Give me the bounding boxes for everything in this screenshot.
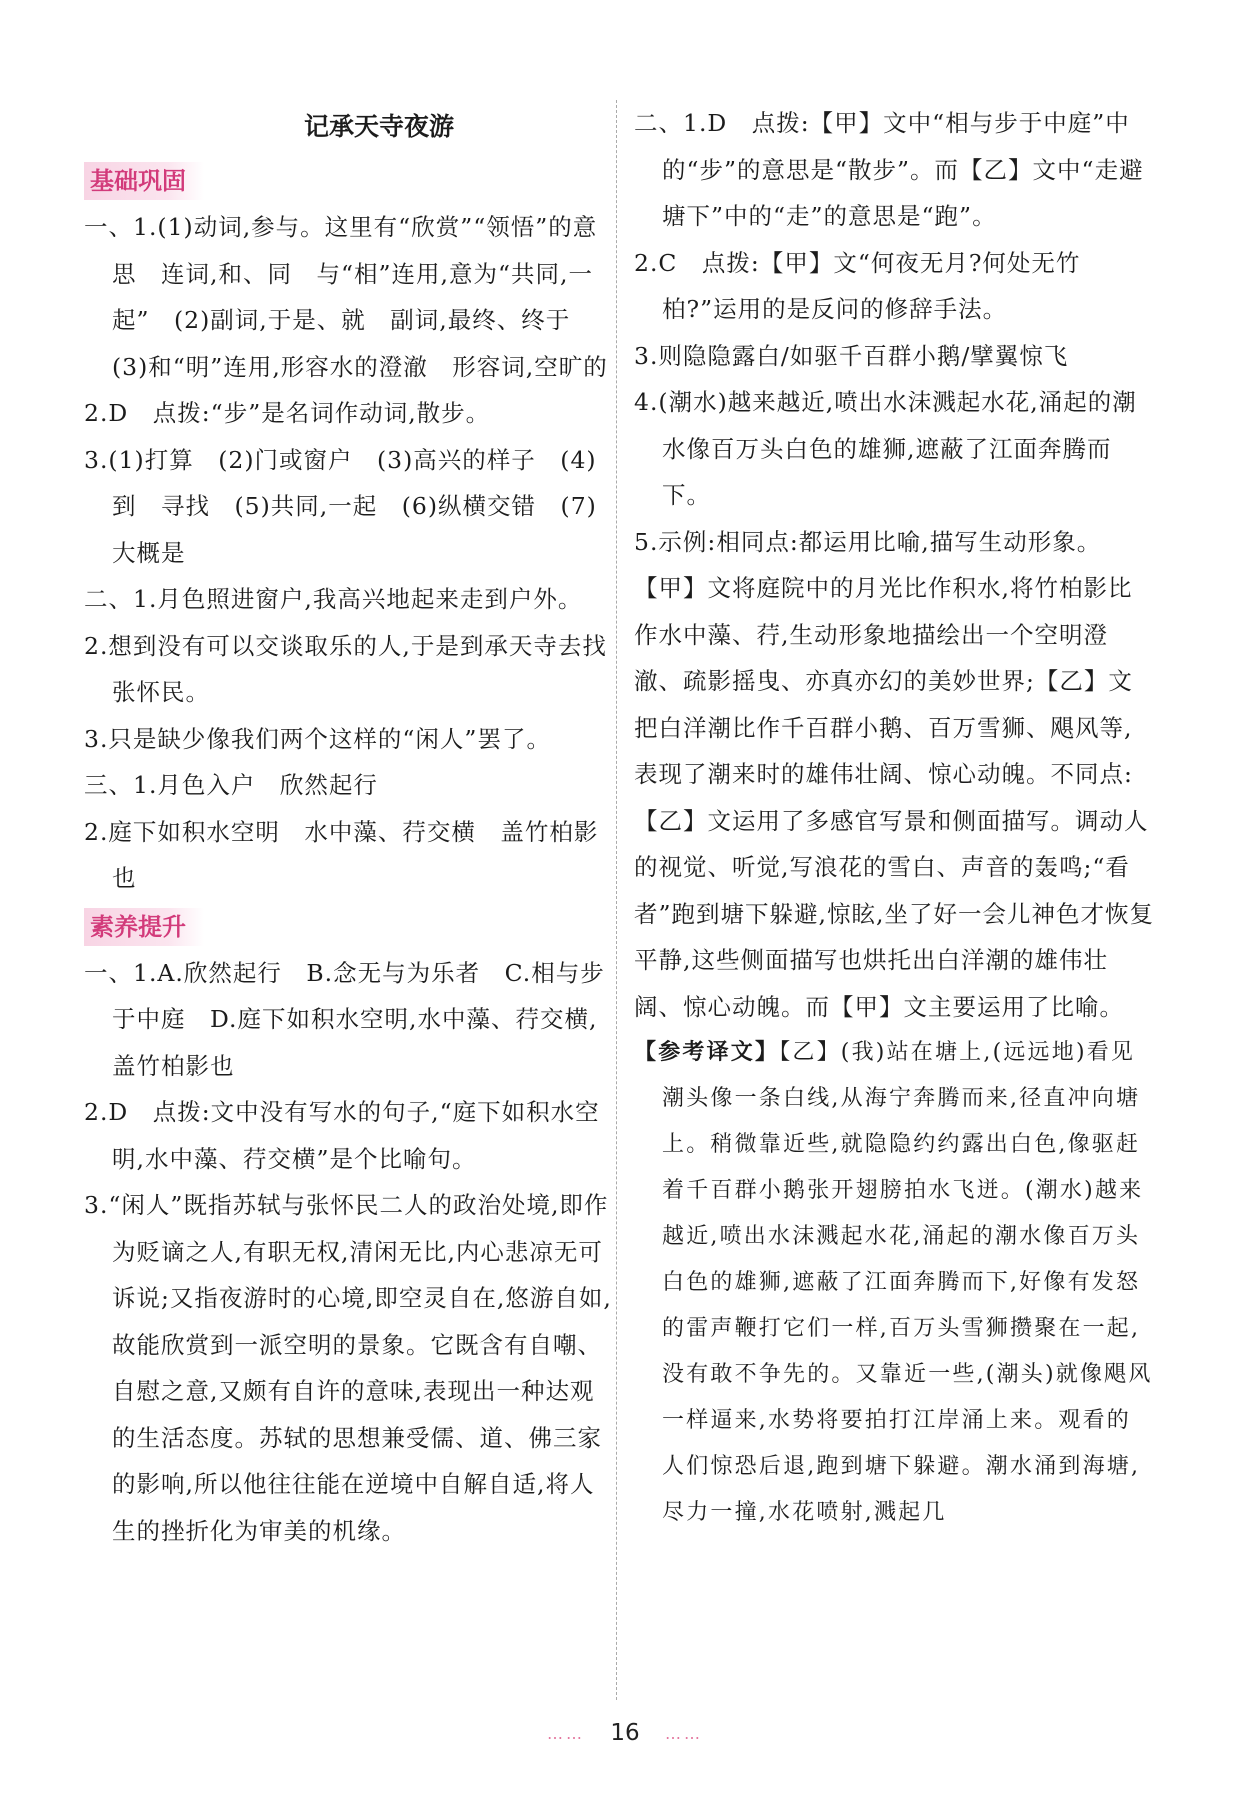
answer-item: 2.想到没有可以交谈取乐的人,于是到承天寺去找张怀民。 bbox=[84, 631, 607, 706]
left-content bbox=[84, 156, 614, 1554]
answer-item: 一、1.(1)动词,参与。这里有“欣赏”“领悟”的意思 连词,和、同 与“相”连用,意为“共同,一起” (2)副词,于是、就 副词,最终、终于 (3)和“明”连用,形容水的澄澈 形容词,空旷的 bbox=[84, 213, 608, 381]
right-content bbox=[634, 100, 1154, 1536]
right-column bbox=[634, 100, 1154, 1536]
section-heading-row bbox=[84, 156, 614, 204]
footer-dots-right: …… bbox=[664, 1724, 703, 1743]
reference-translation bbox=[634, 1030, 1154, 1536]
footer-dots-left: …… bbox=[547, 1724, 586, 1743]
answer-item: 一、1.A.欣然起行 B.念无与为乐者 C.相与步于中庭 D.庭下如积水空明,水中藻、荇交横,盖竹柏影也 bbox=[84, 958, 605, 1080]
answer-item: 3.(1)打算 (2)门或窗户 (3)高兴的样子 (4)到 寻找 (5)共同,一起 (6)纵横交错 (7)大概是 bbox=[84, 445, 597, 567]
answer-item: 二、1.月色照进窗户,我高兴地起来走到户外。 bbox=[84, 585, 583, 613]
answer-item: 2.D 点拨:“步”是名词作动词,散步。 bbox=[84, 399, 491, 427]
column-divider bbox=[616, 100, 617, 1700]
page-number: 16 bbox=[610, 1720, 640, 1746]
section-heading: 基础巩固 bbox=[84, 162, 204, 200]
answer-item: 3.则隐隐露白/如驱千百群小鹅/擘翼惊飞 bbox=[634, 341, 1069, 370]
section-heading: 素养提升 bbox=[84, 908, 204, 946]
page-footer bbox=[0, 1720, 1250, 1746]
page-title: 记承天寺夜游 bbox=[303, 112, 454, 141]
answer-item: 2.C 点拨:【甲】文“何夜无月?何处无竹柏?”运用的是反问的修辞手法。 bbox=[634, 248, 1081, 323]
section-heading-row bbox=[84, 902, 614, 950]
translation-text: 【乙】(我)站在塘上,(远远地)看见潮头像一条白线,从海宁奔腾而来,径直冲向塘上。稍微靠近些,就隐隐约约露出白色,像驱赶着千百群小鹅张开翅膀拍水飞迸。(潮水)越来越近,喷出水沫溅起水花,涌起的潮水像百万头白色的雄狮,遮蔽了江面奔腾而下,好像有发怒的雷声鞭打它们一样,百万头雪狮攒聚在一起,没有敢不争先的。又靠近一些,(潮头)就像飓风一样逼来,水势将要拍打江岸涌上来。观看的人们惊恐后退,跑到塘下躲避。潮水涌到海塘,尽力一撞,水花喷射,溅起几 bbox=[662, 1040, 1153, 1525]
answer-item: 2.D 点拨:文中没有写水的句子,“庭下如积水空明,水中藻、荇交横”是个比喻句。 bbox=[84, 1098, 600, 1173]
answer-item: 二、1.D 点拨:【甲】文中“相与步于中庭”中的“步”的意思是“散步”。而【乙】文中“走避塘下”中的“走”的意思是“跑”。 bbox=[634, 109, 1144, 230]
answer-item: 4.(潮水)越来越近,喷出水沫溅起水花,涌起的潮水像百万头白色的雄狮,遮蔽了江面奔腾而下。 bbox=[634, 388, 1137, 509]
left-column bbox=[84, 100, 614, 1554]
answer-item: 3.只是缺少像我们两个这样的“闲人”罢了。 bbox=[84, 724, 551, 753]
answer-item: 3.“闲人”既指苏轼与张怀民二人的政治处境,即作为贬谪之人,有职无权,清闲无比,内心悲凉无可诉说;又指夜游时的心境,即空灵自在,悠游自如,故能欣赏到一派空明的景象。它既含有自嘲、自慰之意,又颇有自许的意味,表现出一种达观的生活态度。苏轼的思想兼受儒、道、佛三家的影响,所以他往往能在逆境中自解自适,将人生的挫折化为审美的机缘。 bbox=[84, 1191, 612, 1545]
translation-label: 【参考译文】 bbox=[634, 1040, 780, 1065]
answer-item: 5.示例:相同点:都运用比喻,描写生动形象。 bbox=[634, 527, 1102, 556]
answer-item: 三、1.月色入户 欣然起行 bbox=[84, 771, 378, 799]
answer-item: 2.庭下如积水空明 水中藻、荇交横 盖竹柏影也 bbox=[84, 817, 599, 892]
answer-item: 【甲】文将庭院中的月光比作积水,将竹柏影比作水中藻、荇,生动形象地描绘出一个空明澄澈、疏影摇曳、亦真亦幻的美妙世界;【乙】文把白洋潮比作千百群小鹅、百万雪狮、飓风等,表现了潮来时的雄伟壮阔、惊心动魄。不同点:【乙】文运用了多感官写景和侧面描写。调动人的视觉、听觉,写浪花的雪白、声音的轰鸣;“看者”跑到塘下躲避,惊眩,坐了好一会儿神色才恢复平静,这些侧面描写也烘托出白洋潮的雄伟壮阔、惊心动魄。而【甲】文主要运用了比喻。 bbox=[634, 574, 1154, 1021]
